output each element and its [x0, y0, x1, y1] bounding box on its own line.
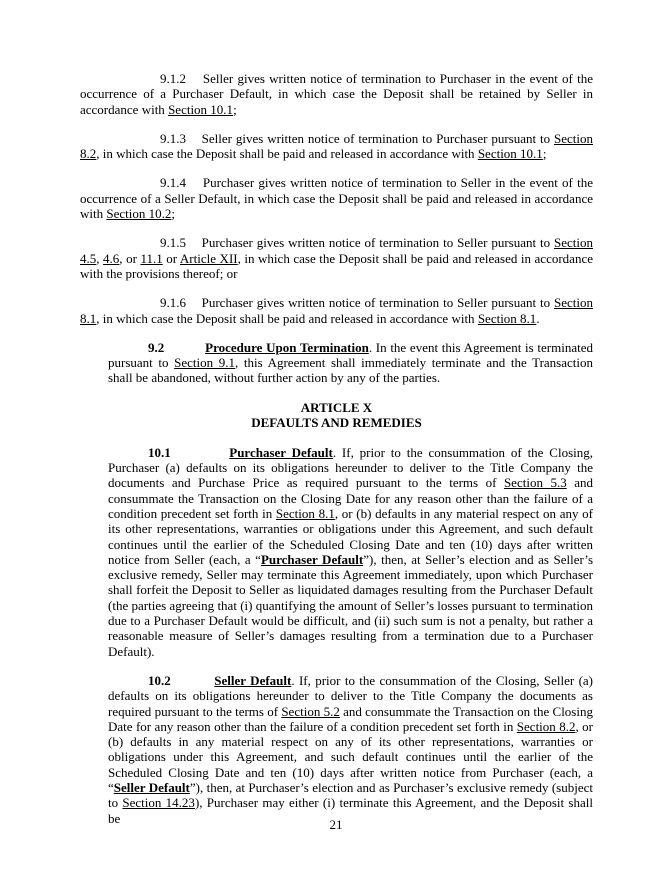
section-reference: Section 8.2 — [516, 718, 576, 734]
article-title: ARTICLE X — [300, 399, 373, 415]
section-heading: Seller Default — [214, 672, 292, 688]
article-heading — [80, 400, 593, 431]
section-9-1-6: 9.1.6 Purchaser gives written notice of termination to Seller pursuant to Section 8.1, in which case the Deposit shall be paid and released in accordance with Section 8.1. — [80, 295, 594, 326]
section-reference: 11.1 — [140, 250, 163, 266]
defined-term: Seller Default — [113, 779, 190, 795]
section-reference: Section 5.3 — [503, 475, 567, 491]
section-reference: Section 10.1 — [477, 146, 543, 162]
section-9-1-2: 9.1.2 Seller gives written notice of termination to Purchaser in the event of the occurrence of a Purchaser Default, in which case the Deposit shall be retained by Seller in accordance with Section 10.1; — [80, 71, 593, 117]
section-number: 9.1.3 — [160, 130, 186, 146]
section-9-1-4: 9.1.4 Purchaser gives written notice of termination to Seller in the event of the occurrence of a Seller Default, in which case the Deposit shall be paid and released in accordance with Section 10.2; — [80, 175, 593, 222]
section-reference: Section 9.1 — [174, 355, 236, 371]
article-subtitle: DEFAULTS AND REMEDIES — [251, 415, 422, 431]
section-9-1-5: 9.1.5 Purchaser gives written notice of termination to Seller pursuant to Section 4.5, 4.6, or 11.1 or Article XII, in which case the Deposit shall be paid and released in accordance with the provisions thereof; or — [80, 235, 594, 281]
section-number: 9.1.6 — [160, 295, 186, 311]
section-reference: Section 8.1 — [80, 295, 594, 326]
section-heading: Procedure Upon Termination — [205, 339, 369, 355]
section-reference: Section 8.2 — [80, 130, 594, 162]
section-reference: Section 5.2 — [281, 703, 340, 719]
section-number: 9.1.5 — [160, 235, 186, 251]
section-reference: Section 10.2 — [106, 206, 172, 222]
defined-term: Purchaser Default — [260, 551, 364, 567]
section-9-2: 9.2 Procedure Upon Termination. In the event this Agreement is terminated pursuant to Section 9.1, this Agreement shall immediately terminate and the Transaction shall be abandoned, without further action by any of the parties. — [108, 339, 594, 386]
section-reference: Section 10.1 — [168, 101, 234, 117]
section-reference: 4.6 — [103, 250, 120, 266]
section-10-2: 10.2 Seller Default. If, prior to the consummation of the Closing, Seller (a) defaults on its obligations hereunder to deliver to the Title Company the documents as required pursuant to the terms of Section 5.2 and consummate the Transaction on the Closing Date for any reason other than the failure of a condition precedent set forth in Section 8.2, or (b) defaults in any material respect on any of its other representations, warranties or obligations under this Agreement, and such default continues until the earlier of the Scheduled Closing Date and ten (10) days after written notice from Purchaser (each, a “Seller Default”), then, at Purchaser’s election and as Purchaser’s exclusive remedy (subject to Section 14.23), Purchaser may either (i) terminate this Agreement, and the Deposit shall be — [108, 672, 594, 826]
section-number: 9.1.4 — [160, 175, 186, 191]
section-10-1: 10.1 Purchaser Default. If, prior to the consummation of the Closing, Purchaser (a) defaults on its obligations hereunder to deliver to the Title Company the documents and Purchase Price as required pursuant to the terms of Section 5.3 and consummate the Transaction on the Closing Date for any reason other than the failure of a condition precedent set forth in Section 8.1, or (b) defaults in any material respect on any of its other representations, warranties or obligations under this Agreement, and such default continues until the earlier of the Scheduled Closing Date and ten (10) days after written notice from Seller (each, a “Purchaser Default”), then, at Seller’s election and as Seller’s exclusive remedy, Seller may terminate this Agreement immediately, upon which Purchaser shall forfeit the Deposit to Seller as liquidated damages resulting from the Purchaser Default (the parties agreeing that (i) quantifying the amount of Seller’s losses pursuant to termination due to a Purchaser Default would be difficult, and (ii) such sum is not a penalty, but rather a reasonable measure of Seller’s damages resulting from a termination due to a Purchaser Default). — [108, 444, 594, 659]
section-reference: Section 14.23 — [122, 795, 195, 811]
section-reference: Section 4.5 — [80, 235, 594, 266]
section-number: 9.2 — [148, 339, 165, 355]
section-number: 10.2 — [148, 672, 171, 688]
page-number: 21 — [329, 817, 343, 832]
article-reference: Article XII — [179, 250, 238, 266]
page-body — [80, 71, 593, 840]
section-number: 10.1 — [148, 444, 171, 460]
section-reference: Section 8.1 — [275, 505, 335, 521]
section-number: 9.1.2 — [160, 71, 186, 86]
section-reference: Section 8.1 — [477, 310, 537, 326]
section-heading: Purchaser Default — [229, 444, 333, 460]
section-9-1-3: 9.1.3 Seller gives written notice of termination to Purchaser pursuant to Section 8.2, in which case the Deposit shall be paid and released in accordance with Section 10.1; — [80, 130, 594, 162]
